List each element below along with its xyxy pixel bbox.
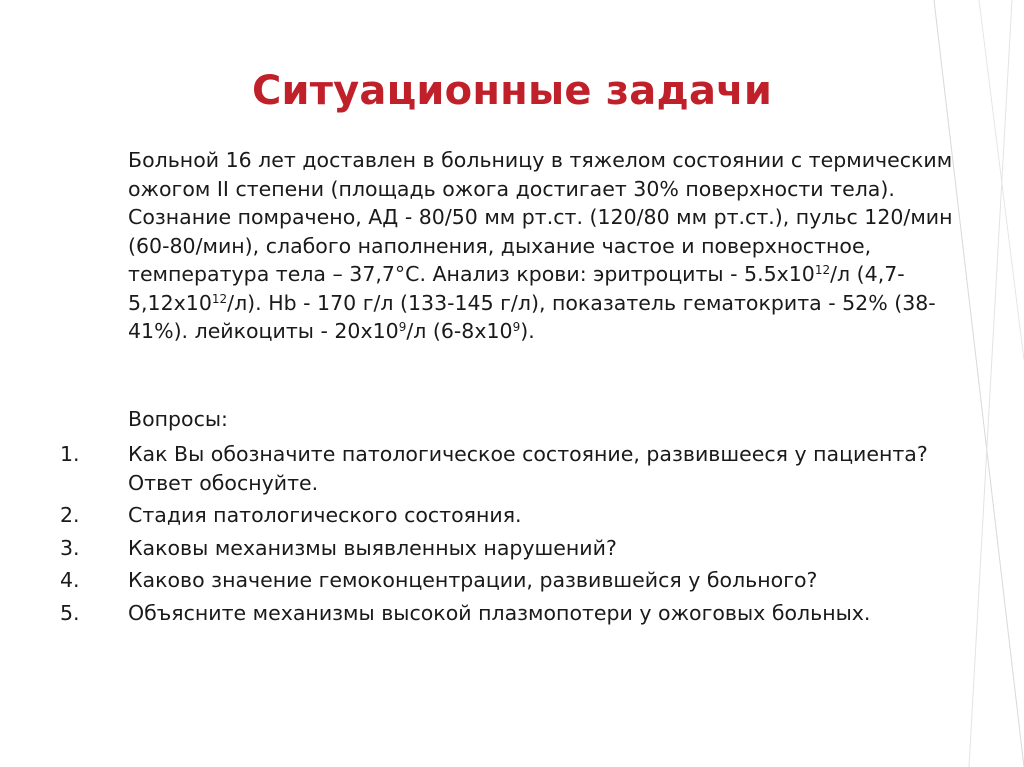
case-text-part-4: /л (6-8х10 (406, 319, 513, 343)
question-text: Каково значение гемоконцентрации, развившейся у больного? (128, 568, 818, 592)
case-text-part-2: /л (4,7-5,12х10 (128, 262, 905, 315)
questions-heading: Вопросы: (128, 407, 228, 431)
question-text: Как Вы обозначите патологическое состояние, развившееся у пациента? Ответ обоснуйте. (128, 442, 928, 495)
question-number: 1. (60, 442, 80, 466)
decor-line-1 (934, 0, 1024, 767)
question-number: 5. (60, 600, 80, 625)
decorative-corner-lines (894, 0, 1024, 767)
case-sup-3: 9 (398, 320, 407, 334)
question-number: 4. (60, 568, 80, 592)
question-text: Объясните механизмы высокой плазмопотери у ожоговых больных. (128, 600, 871, 625)
case-sup-1: 12 (814, 263, 831, 277)
question-item-5 (0, 599, 1000, 628)
question-item-3 (0, 534, 1000, 563)
decor-line-2 (969, 0, 1012, 767)
question-number: 3. (60, 535, 80, 560)
case-text-part-3: /л). Нb - 170 г/л (133-145 г/л), показатель гематокрита - 52% (38-41%). лейкоциты - 20х10 (128, 290, 936, 343)
slide-title: Ситуационные задачи (251, 68, 773, 114)
decor-line-3 (979, 0, 1024, 360)
case-text-part-1: Больной 16 лет доставлен в больницу в тяжелом состоянии с термическим ожогом II степени (площадь ожога достигает 30% поверхности тела). Сознание помрачено, АД - 80/50 мм рт.ст. (120/80 мм рт.ст.), пульс 120/мин (60-80/мин), слабого наполнения, дыхание частое и поверхностное, температура тела – 37,7°С. Анализ крови: эритроциты - 5.5х10 (128, 148, 953, 286)
case-sup-2: 12 (211, 291, 228, 306)
question-number: 2. (60, 503, 80, 527)
question-item-1 (0, 440, 1000, 497)
question-item-2 (0, 501, 1000, 530)
case-description (128, 146, 978, 346)
case-text-part-5: ). (520, 319, 535, 343)
question-text: Стадия патологического состояния. (128, 503, 522, 527)
questions-list (0, 440, 1000, 631)
question-item-4 (0, 566, 1000, 595)
case-sup-4: 9 (512, 320, 521, 334)
question-text: Каковы механизмы выявленных нарушений? (128, 535, 617, 560)
